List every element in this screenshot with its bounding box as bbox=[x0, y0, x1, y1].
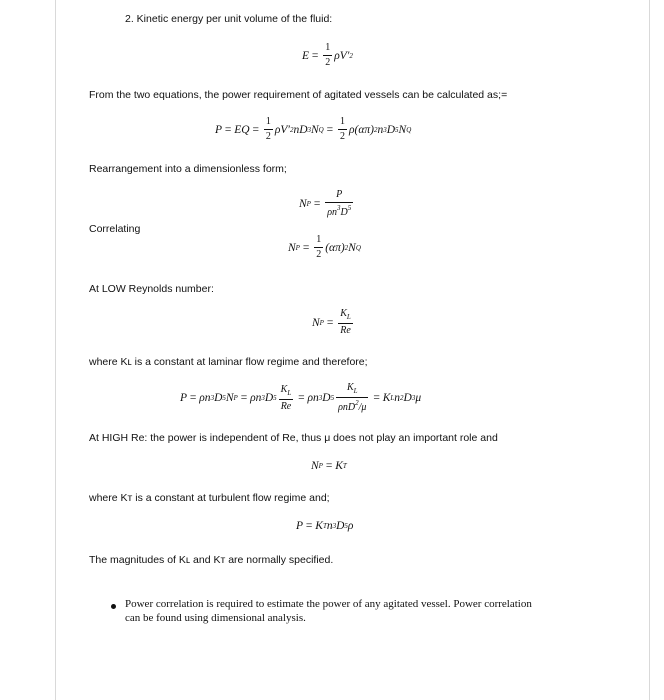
equation-correlation: N P = $\frac{1}{2}$ (απ) 2 N Q bbox=[288, 234, 361, 260]
paragraph-kt-constant: where Kᴛ is a constant at turbulent flow regime and; bbox=[89, 492, 330, 504]
equation-laminar-power: P = ρn 3 D 5 N P = ρn 3 D 5 $\frac{K_L}{Re}$ = ρn 3 D 5 $\frac{K_L}{\rho nD^2/\mu}$ = K L n 2 D 3 μ bbox=[180, 382, 422, 413]
equation-kinetic-energy: E = $\frac{1}{2}$ ρV′ 2 bbox=[302, 42, 353, 68]
bullet-marker bbox=[111, 604, 116, 609]
equation-power-number: N P = $\frac{P}{\rho n^3D^5}$ bbox=[299, 189, 352, 218]
equation-power: P = EQ = $\frac{1}{2}$ ρV′ 2 nD 3 N Q = $\frac{1}{2}$ ρ(απ) 2 n 3 D 5 N Q bbox=[215, 116, 412, 142]
page-right-edge bbox=[649, 0, 650, 700]
equation-low-re: N P = $\frac{K_L}{Re}$ bbox=[312, 308, 351, 336]
paragraph-two-equations: From the two equations, the power requirement of agitated vessels can be calculated as;= bbox=[89, 89, 508, 101]
paragraph-low-reynolds: At LOW Reynolds number: bbox=[89, 283, 214, 295]
page-left-edge bbox=[55, 0, 56, 700]
equation-turbulent-power: P = K T n 3 D 5 ρ bbox=[296, 520, 354, 532]
paragraph-magnitudes: The magnitudes of Kʟ and Kᴛ are normally specified. bbox=[89, 554, 334, 566]
bullet-power-correlation: Power correlation is required to estimate the power of any agitated vessel. Power correlation can be found using dimensional analysis. bbox=[125, 598, 532, 624]
paragraph-kl-constant: where Kʟ is a constant at laminar flow regime and therefore; bbox=[89, 356, 368, 368]
label-correlating: Correlating bbox=[89, 223, 141, 235]
heading-kinetic-energy: 2. Kinetic energy per unit volume of the fluid: bbox=[125, 13, 333, 25]
equation-high-re: N P = K T bbox=[311, 460, 347, 472]
paragraph-rearrangement: Rearrangement into a dimensionless form; bbox=[89, 163, 287, 175]
paragraph-high-reynolds: At HIGH Re: the power is independent of Re, thus μ does not play an important role and bbox=[89, 432, 498, 444]
